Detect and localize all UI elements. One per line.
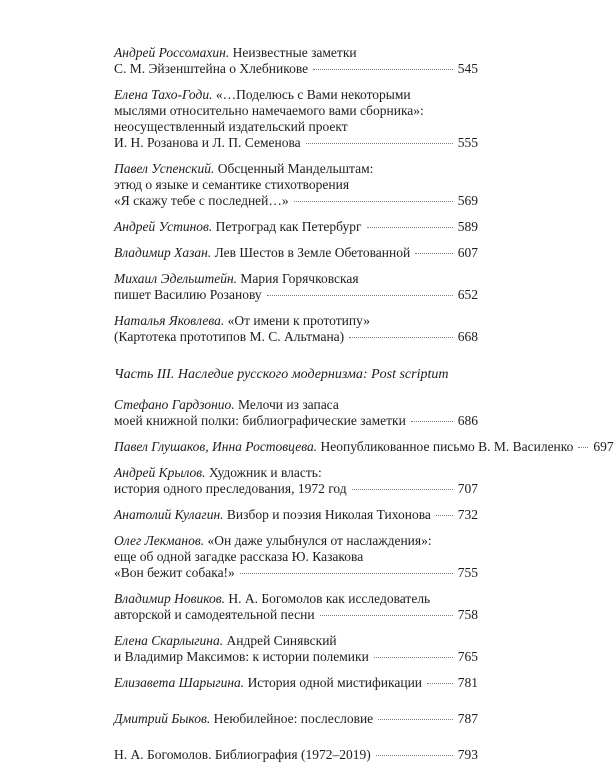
entry-title-line: неосуществленный издательский проект (114, 119, 348, 134)
dot-leader (367, 227, 453, 228)
entry-page-number: 758 (457, 607, 478, 622)
entry-page-number: 589 (457, 219, 478, 234)
dot-leader (240, 573, 453, 574)
toc-entry[interactable] (114, 533, 478, 581)
entry-title-line: Андрей Синявский (226, 633, 337, 648)
dot-leader (411, 421, 453, 422)
toc-entry[interactable] (114, 271, 478, 303)
entry-page-number: 787 (457, 711, 478, 726)
entry-title-line: С. М. Эйзенштейна о Хлебникове (114, 61, 309, 76)
toc-entry[interactable] (114, 591, 478, 623)
entry-title-line: «Вон бежит собака!» (114, 565, 235, 580)
entry-title: Неюбилейное: послесловие (213, 711, 374, 726)
entry-author: Павел Глушаков, Инна Ростовцева. (114, 439, 318, 454)
entry-author: Стефано Гардзонио. (114, 397, 235, 412)
entry-page-number: 668 (457, 329, 478, 344)
entry-page-number: 555 (457, 135, 478, 150)
dot-leader (352, 489, 453, 490)
bibliography-entry[interactable] (114, 747, 478, 763)
dot-leader (374, 657, 453, 658)
entry-author: Анатолий Кулагин. (114, 507, 224, 522)
dot-leader (415, 253, 453, 254)
entry-title-line: «От имени к прототипу» (227, 313, 370, 328)
entry-page-number: 607 (457, 245, 478, 260)
entry-title-line: авторской и самодеятельной песни (114, 607, 315, 622)
entry-author: Дмитрий Быков. (114, 711, 211, 726)
dot-leader (427, 683, 453, 684)
toc-entry[interactable] (114, 45, 478, 77)
entry-author: Олег Лекманов. (114, 533, 205, 548)
entry-title-line: моей книжной полки: библиографические заметки (114, 413, 406, 428)
toc-entry[interactable] (114, 397, 478, 429)
entry-author: Елизавета Шарыгина. (114, 675, 245, 690)
entry-author: Елена Скарлыгина. (114, 633, 224, 648)
entry-page-number: 793 (457, 747, 478, 762)
entry-title-line: «Я скажу тебе с последней…» (114, 193, 289, 208)
entry-page-number: 652 (457, 287, 478, 302)
entry-title-line: Визбор и поэзия Николая Тихонова (226, 507, 431, 522)
dot-leader (267, 295, 453, 296)
entry-title-line: Петроград как Петербург (215, 219, 362, 234)
entry-author: Владимир Хазан. (114, 245, 212, 260)
toc-entry[interactable] (114, 245, 478, 261)
entry-title-line: Мелочи из запаса (238, 397, 339, 412)
entry-title-line: еще об одной загадке рассказа Ю. Казакова (114, 549, 364, 564)
entry-page-number: 707 (457, 481, 478, 496)
entry-author: Владимир Новиков. (114, 591, 226, 606)
entry-author: Андрей Устинов. (114, 219, 213, 234)
entry-title-line: «…Поделюсь с Вами некоторыми (215, 87, 411, 102)
entry-page-number: 755 (457, 565, 478, 580)
entry-title-line: Н. А. Богомолов как исследователь (228, 591, 431, 606)
dot-leader (436, 515, 453, 516)
dot-leader (578, 447, 588, 448)
toc-entry[interactable] (114, 439, 614, 455)
entry-page-number: 545 (457, 61, 478, 76)
entry-title-line: история одного преследования, 1972 год (114, 481, 347, 496)
entry-title-line: И. Н. Розанова и Л. П. Семенова (114, 135, 301, 150)
part3-entries (114, 397, 614, 691)
entry-title-line: и Владимир Максимов: к истории полемики (114, 649, 369, 664)
entry-title-line: Неизвестные заметки (232, 45, 357, 60)
entry-title: Н. А. Богомолов. Библиография (1972–2019) (114, 747, 371, 762)
toc-entry[interactable] (114, 313, 478, 345)
toc-entry[interactable] (114, 465, 478, 497)
dot-leader (349, 337, 453, 338)
toc-entry[interactable] (114, 219, 478, 235)
entry-title-line: этюд о языке и семантике стихотворения (114, 177, 350, 192)
entry-page-number: 686 (457, 413, 478, 428)
entry-page-number: 732 (457, 507, 478, 522)
dot-leader (320, 615, 453, 616)
afterword-entry[interactable] (114, 711, 478, 727)
dot-leader (294, 201, 453, 202)
entry-page-number: 765 (457, 649, 478, 664)
entry-page-number: 781 (457, 675, 478, 690)
entry-page-number: 569 (457, 193, 478, 208)
entry-title-line: Обсценный Мандельштам: (217, 161, 374, 176)
part3-heading: Часть III. Наследие русского модернизма: Post scriptum (114, 367, 449, 382)
table-of-contents (114, 45, 614, 773)
toc-entry[interactable] (114, 507, 478, 523)
entry-author: Елена Тахо-Годи. (114, 87, 213, 102)
dot-leader (313, 69, 453, 70)
entry-author: Михаил Эдельштейн. (114, 271, 238, 286)
entry-author: Павел Успенский. (114, 161, 215, 176)
dot-leader (376, 755, 453, 756)
entry-title-line: Художник и власть: (208, 465, 322, 480)
toc-entry[interactable] (114, 675, 478, 691)
entry-title-line: мыслями относительно намечаемого вами сборника»: (114, 103, 424, 118)
dot-leader (378, 719, 453, 720)
toc-entry[interactable] (114, 161, 478, 209)
toc-entry[interactable] (114, 633, 478, 665)
entry-title-line: Мария Горячковская (240, 271, 359, 286)
entry-title-line: «Он даже улыбнулся от наслаждения»: (207, 533, 432, 548)
entry-title-line: пишет Василию Розанову (114, 287, 262, 302)
entry-page-number: 697 (593, 439, 614, 454)
entry-title-line: Лев Шестов в Земле Обетованной (214, 245, 411, 260)
entry-title-line: (Картотека прототипов М. С. Альтмана) (114, 329, 345, 344)
dot-leader (306, 143, 453, 144)
entry-author: Андрей Крылов. (114, 465, 206, 480)
entry-author: Наталья Яковлева. (114, 313, 225, 328)
part2-entries (114, 45, 478, 345)
toc-entry[interactable] (114, 87, 478, 151)
entry-title-line: Неопубликованное письмо В. М. Василенко (320, 439, 574, 454)
entry-author: Андрей Россомахин. (114, 45, 230, 60)
entry-title-line: История одной мистификации (247, 675, 423, 690)
